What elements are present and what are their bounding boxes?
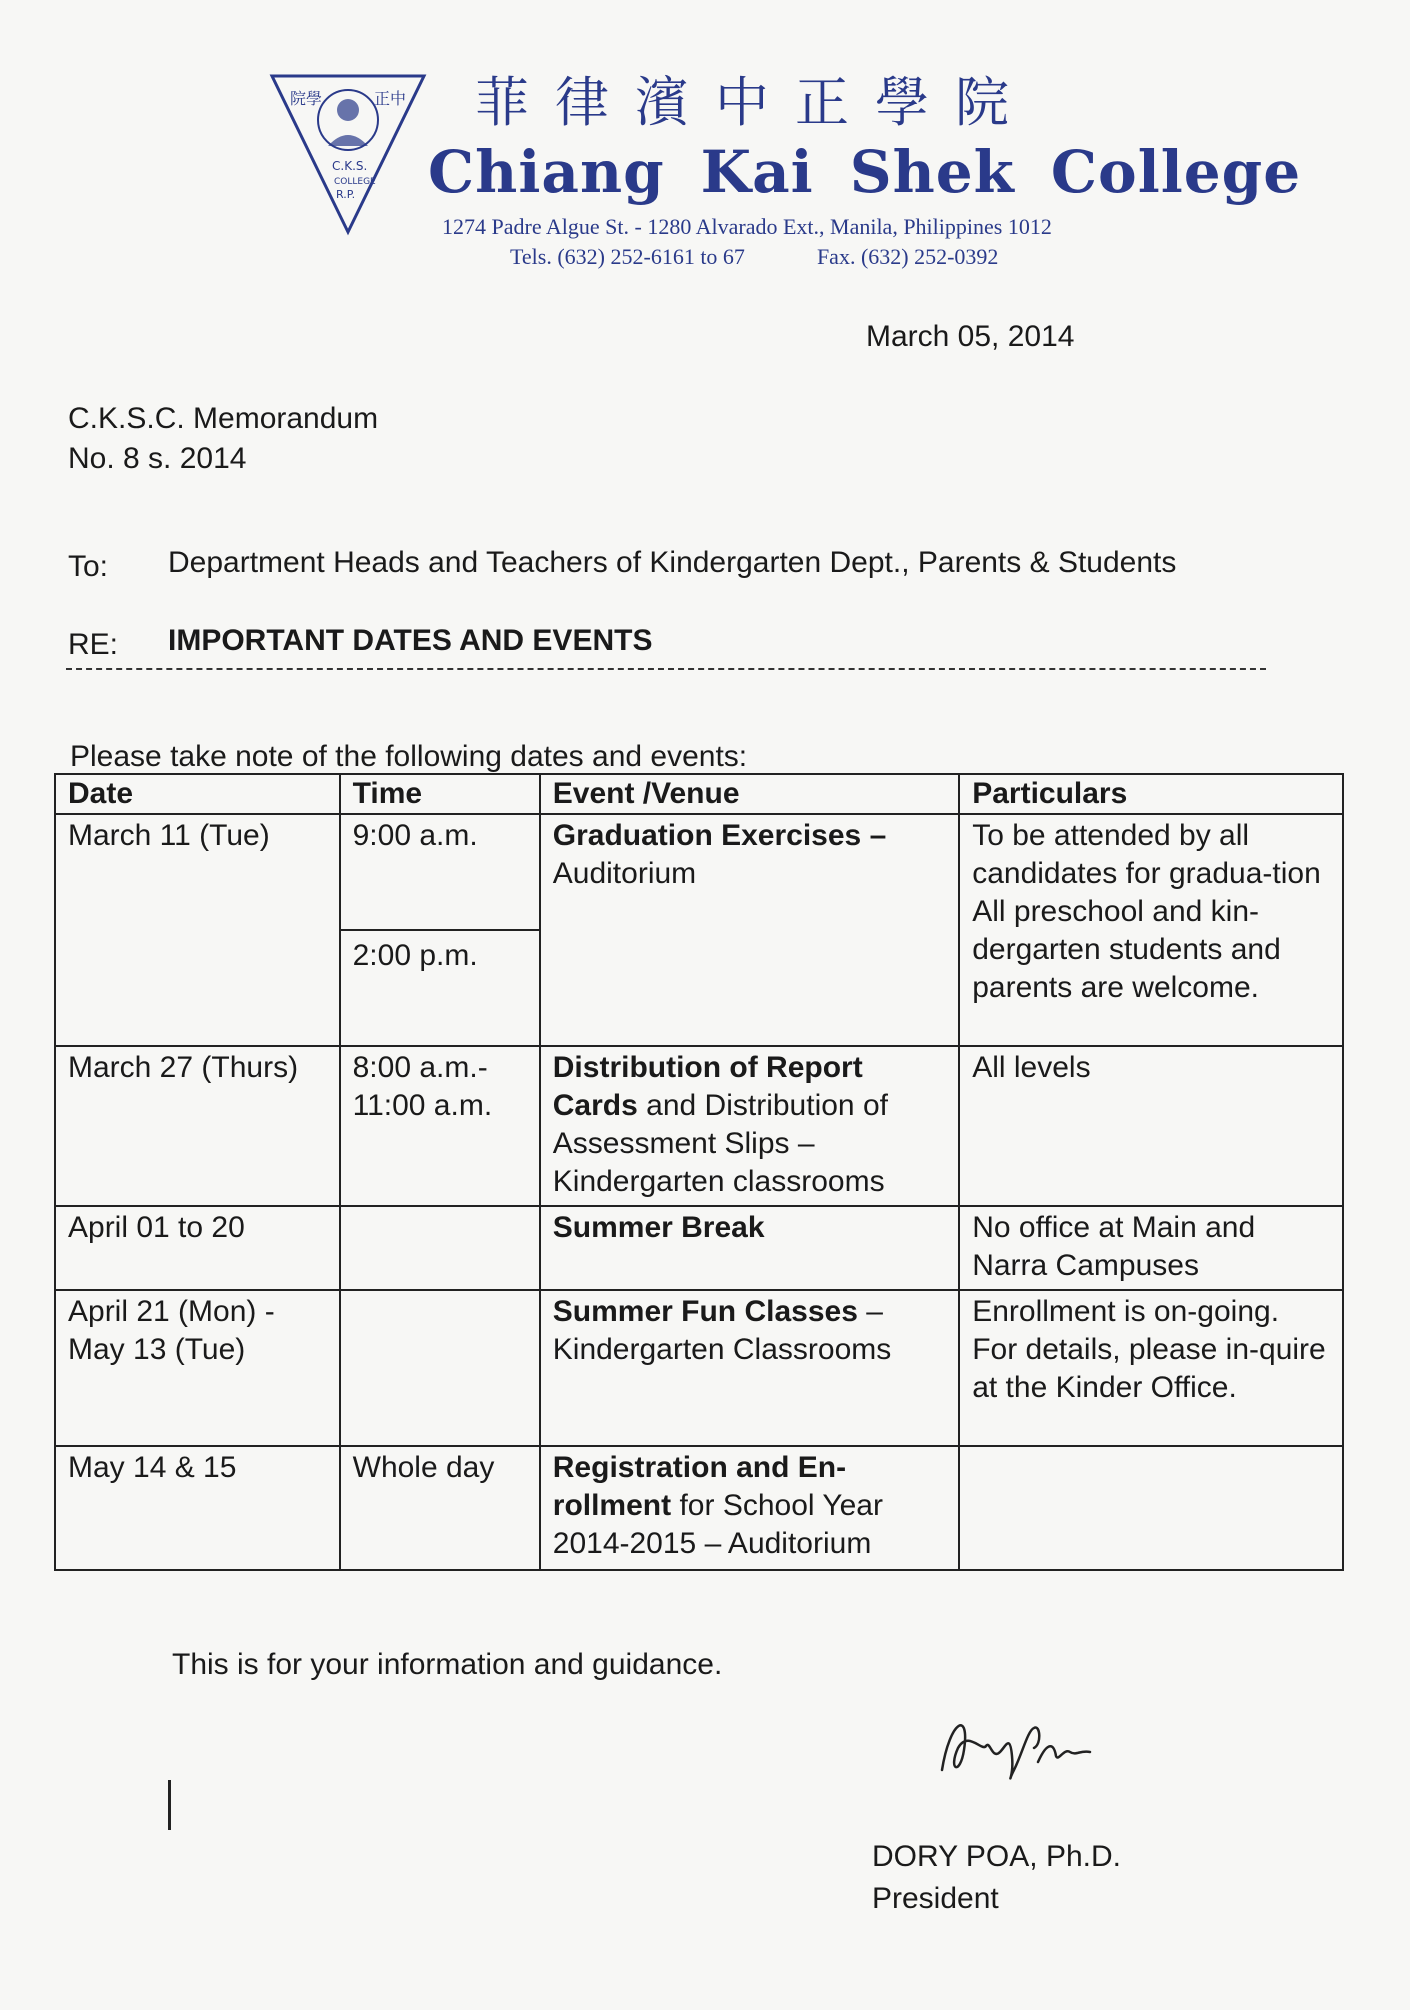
event-title: Graduation Exercises – (552, 819, 887, 852)
intro-note: Please take note of the following dates and events: (70, 740, 748, 773)
table-row (55, 1206, 1343, 1290)
cell-event (540, 814, 959, 1046)
event-title: Distribution of Report Cards (552, 1051, 863, 1122)
signer-name: DORY POA, Ph.D. (872, 1840, 1121, 1873)
college-english-name (428, 138, 1302, 206)
cell-date: May 14 & 15 (55, 1446, 340, 1570)
college-address: 1274 Padre Algue St. - 1280 Alvarado Ext., Manila, Philippines 1012 (442, 214, 1052, 239)
to-recipients: Department Heads and Teachers of Kindergarten Dept., Parents & Students (168, 546, 1177, 579)
memo-date: March 05, 2014 (866, 320, 1075, 353)
cell-time (340, 1206, 540, 1290)
cell-particulars: Enrollment is on-going. For details, please in-quire at the Kinder Office. (959, 1290, 1343, 1446)
college-chinese-name: 菲律濱中正學院 (475, 71, 1035, 134)
svg-text:COLLEGE: COLLEGE (334, 177, 376, 187)
cell-particulars: All levels (959, 1046, 1343, 1206)
event-venue: Auditorium (552, 857, 697, 890)
cell-event (540, 1206, 959, 1290)
particulars-text: To be attended by all candidates for gradua-tion (972, 819, 1321, 890)
particulars-text: All preschool and kin-dergarten students and parents are welcome. (972, 895, 1281, 1004)
signer-title: President (872, 1882, 999, 1915)
header-event-venue: Event /Venue (540, 774, 959, 814)
svg-text:R.P.: R.P. (336, 188, 356, 201)
closing-line: This is for your information and guidance. (172, 1648, 723, 1681)
college-name-word: Kai (700, 138, 814, 206)
events-table (54, 773, 1344, 1571)
table-row (55, 1046, 1343, 1206)
cell-date: March 27 (Thurs) (55, 1046, 340, 1206)
event-venue: for School Year 2014-2015 – Auditorium (552, 1489, 883, 1560)
table-row (55, 814, 1343, 1046)
cell-date: April 21 (Mon) - May 13 (Tue) (55, 1290, 340, 1446)
college-telephone: Tels. (632) 252-6161 to 67 (510, 244, 745, 269)
cell-event (540, 1446, 959, 1570)
college-logo-seal (268, 58, 428, 238)
cell-time: Whole day (340, 1446, 540, 1570)
cell-event (540, 1290, 959, 1446)
re-subject: IMPORTANT DATES AND EVENTS (168, 624, 653, 657)
cell-particulars (959, 814, 1343, 1046)
event-title: Summer Fun Classes (552, 1295, 858, 1328)
cell-time (340, 1290, 540, 1446)
memo-heading: C.K.S.C. Memorandum (68, 402, 379, 435)
cell-time: 8:00 a.m.- 11:00 a.m. (340, 1046, 540, 1206)
scan-mark (168, 1780, 171, 1830)
college-fax: Fax. (632) 252-0392 (816, 244, 999, 269)
table-row (55, 1446, 1343, 1570)
college-contact (510, 244, 998, 270)
header-date: Date (55, 774, 340, 814)
cell-date: March 11 (Tue) (55, 814, 340, 1046)
cell-event (540, 1046, 959, 1206)
event-venue: and Distribution of Assessment Slips – Kindergarten classrooms (552, 1089, 888, 1198)
to-label: To: (68, 550, 109, 583)
handwritten-signature (930, 1700, 1100, 1790)
svg-text:C.K.S.: C.K.S. (332, 159, 368, 173)
time-value: 9:00 a.m. (352, 819, 478, 852)
header-particulars: Particulars (959, 774, 1343, 814)
header-time: Time (340, 774, 540, 814)
cell-time (340, 814, 540, 1046)
dashed-divider (66, 668, 1266, 670)
event-venue: – Kindergarten Classrooms (552, 1295, 892, 1366)
re-label: RE: (68, 628, 119, 661)
event-title: Registration and En-rollment (552, 1451, 847, 1522)
event-title: Summer Break (552, 1211, 765, 1244)
svg-text:正中: 正中 (374, 89, 407, 108)
time-value: 2:00 p.m. (341, 929, 539, 1043)
svg-text:院學: 院學 (290, 89, 323, 108)
table-row (55, 1290, 1343, 1446)
cell-particulars (959, 1446, 1343, 1570)
college-name-word: Shek (849, 138, 1015, 206)
college-name-word: Chiang (428, 138, 665, 206)
memo-number: No. 8 s. 2014 (68, 442, 247, 475)
college-name-word: College (1050, 138, 1302, 206)
cell-date: April 01 to 20 (55, 1206, 340, 1290)
table-header-row (55, 774, 1343, 814)
cell-particulars: No office at Main and Narra Campuses (959, 1206, 1343, 1290)
